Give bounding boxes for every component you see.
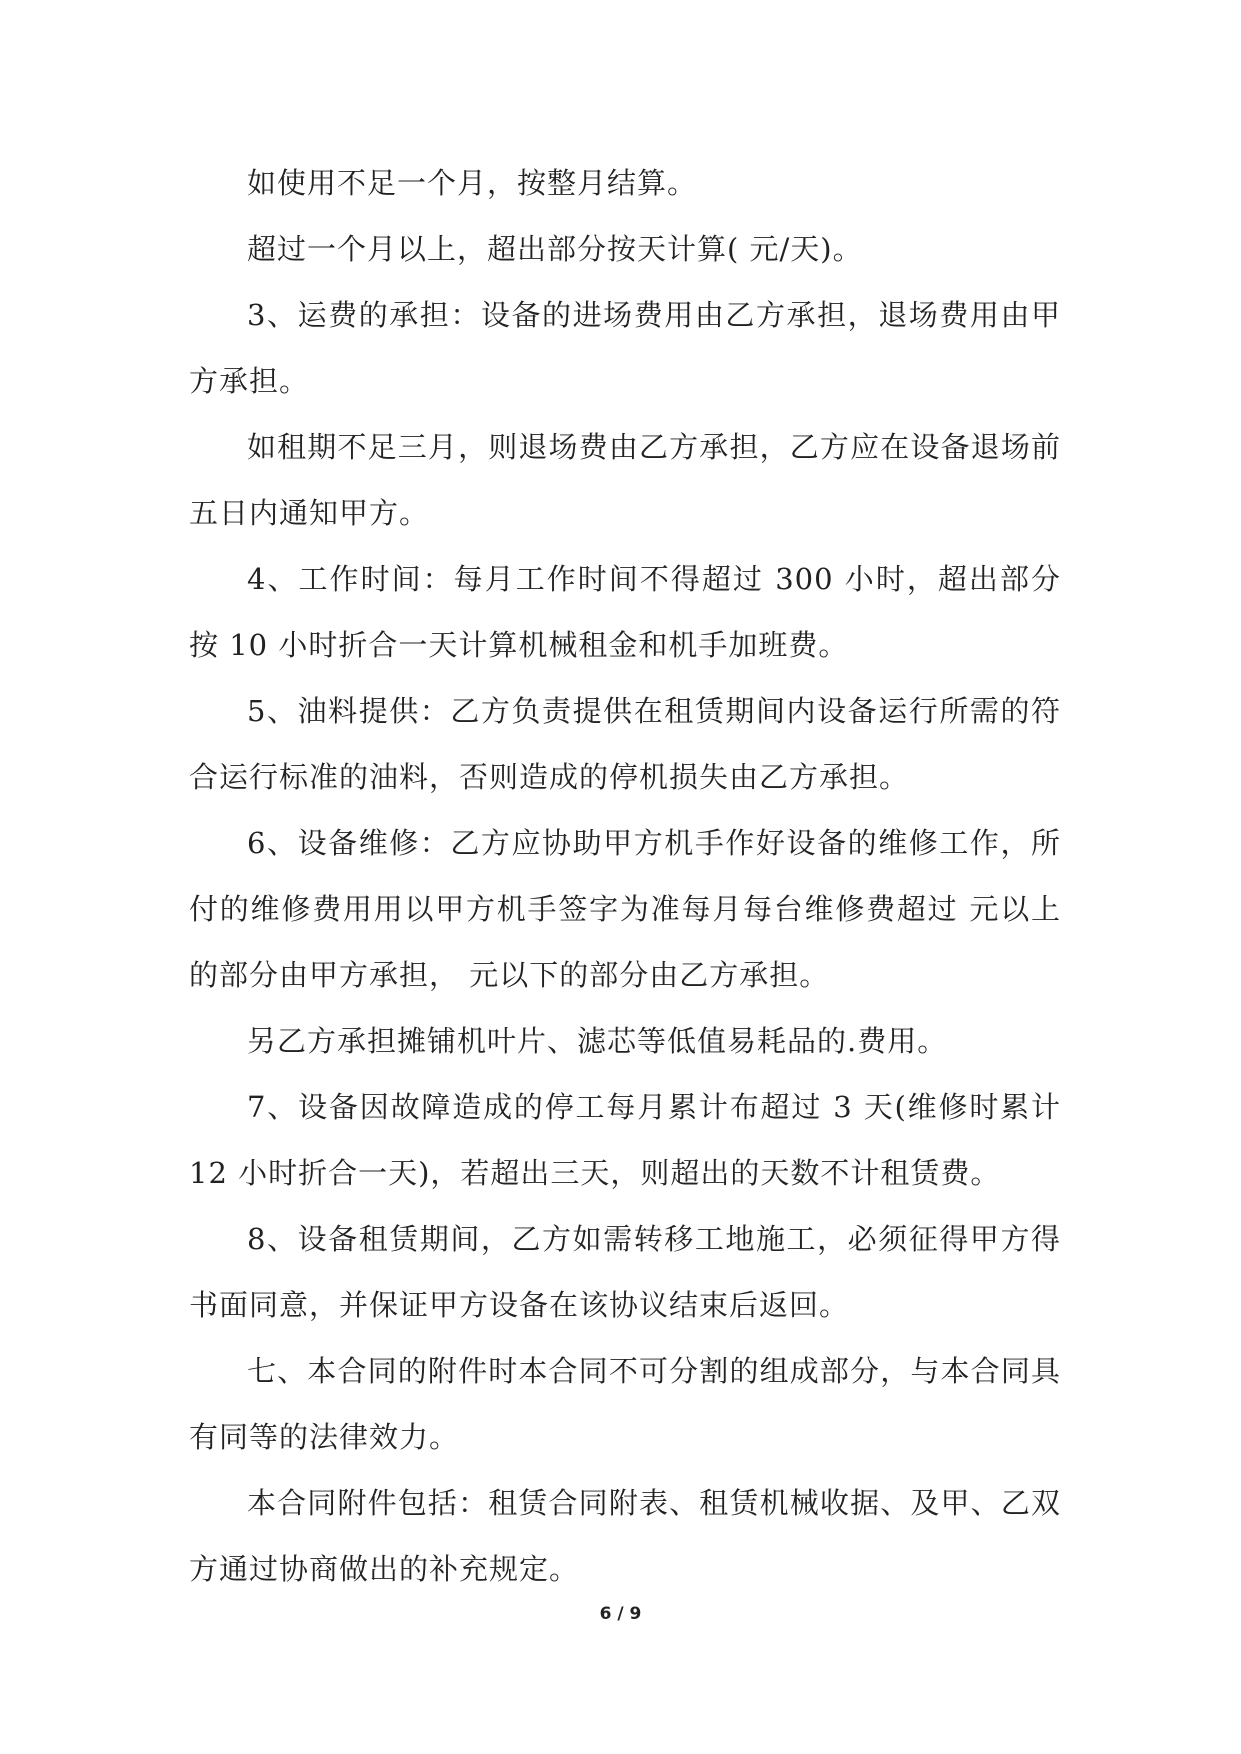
page-number: 6 / 9 [599, 1604, 642, 1624]
paragraph: 七、本合同的附件时本合同不可分割的组成部分，与本合同具有同等的法律效力。 [189, 1354, 1061, 1454]
paragraph: 如使用不足一个月，按整月结算。 [247, 166, 698, 200]
paragraph: 3、运费的承担：设备的进场费用由乙方承担，退场费用由甲方承担。 [189, 298, 1061, 398]
paragraph: 如租期不足三月，则退场费由乙方承担，乙方应在设备退场前五日内通知甲方。 [189, 430, 1061, 530]
document-body [189, 150, 1061, 1602]
paragraph: 超过一个月以上，超出部分按天计算( 元/天)。 [247, 232, 863, 266]
paragraph: 7、设备因故障造成的停工每月累计布超过 3 天(维修时累计 12 小时折合一天)，若超出三天，则超出的天数不计租赁费。 [189, 1090, 1061, 1190]
paragraph: 5、油料提供：乙方负责提供在租赁期间内设备运行所需的符合运行标准的油料，否则造成的停机损失由乙方承担。 [189, 694, 1061, 794]
paragraph: 另乙方承担摊铺机叶片、滤芯等低值易耗品的.费用。 [247, 1024, 948, 1058]
paragraph: 8、设备租赁期间，乙方如需转移工地施工，必须征得甲方得书面同意，并保证甲方设备在该协议结束后返回。 [189, 1222, 1061, 1322]
paragraph: 4、工作时间：每月工作时间不得超过 300 小时，超出部分按 10 小时折合一天计算机械租金和机手加班费。 [189, 562, 1061, 662]
paragraph: 本合同附件包括：租赁合同附表、租赁机械收据、及甲、乙双方通过协商做出的补充规定。 [189, 1486, 1061, 1586]
paragraph: 6、设备维修：乙方应协助甲方机手作好设备的维修工作，所付的维修费用用以甲方机手签字为准每月每台维修费超过 元以上的部分由甲方承担， 元以下的部分由乙方承担。 [189, 826, 1061, 992]
